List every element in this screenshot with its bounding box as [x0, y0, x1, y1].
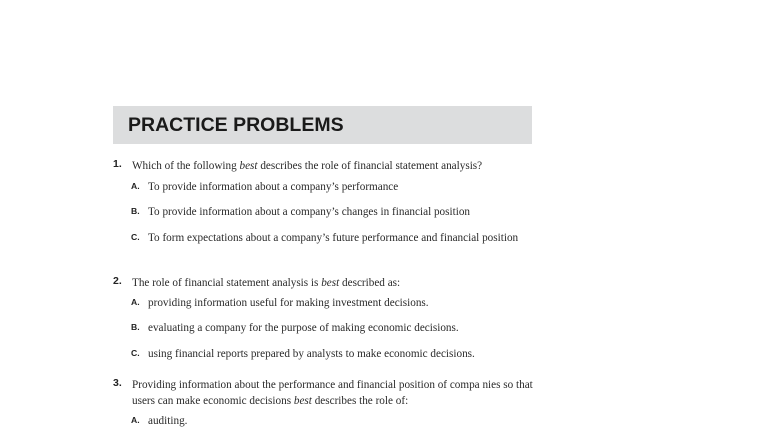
question-number: 1.: [113, 158, 122, 170]
option-text: To provide information about a company’s changes in financial position: [148, 206, 471, 218]
option-text: auditing.: [148, 415, 188, 427]
option-text: To form expectations about a company’s future performance and financial position: [148, 232, 519, 244]
option-letter: C.: [131, 232, 140, 242]
option-letter: B.: [131, 322, 140, 332]
section-header: [113, 106, 532, 144]
option-text: To provide information about a company’s performance: [148, 181, 399, 193]
question-text: Which of the following best describes the role of financial statement analysis?: [132, 160, 483, 172]
question-text: Providing information about the performance and financial position of compa nies so that users can make economic decisions best describes the role of:: [132, 379, 533, 407]
question-number: 2.: [113, 275, 122, 287]
section-title: PRACTICE PROBLEMS: [128, 114, 344, 136]
option-letter: A.: [131, 415, 140, 425]
option-text: evaluating a company for the purpose of making economic decisions.: [148, 322, 459, 334]
option-text: providing information useful for making investment decisions.: [148, 297, 429, 309]
option-letter: B.: [131, 206, 140, 216]
question-number: 3.: [113, 377, 122, 389]
option-letter: A.: [131, 181, 140, 191]
question-text: The role of financial statement analysis is best described as:: [132, 277, 401, 289]
option-letter: A.: [131, 297, 140, 307]
option-text: using financial reports prepared by analysts to make economic decisions.: [148, 348, 475, 360]
option-letter: C.: [131, 348, 140, 358]
